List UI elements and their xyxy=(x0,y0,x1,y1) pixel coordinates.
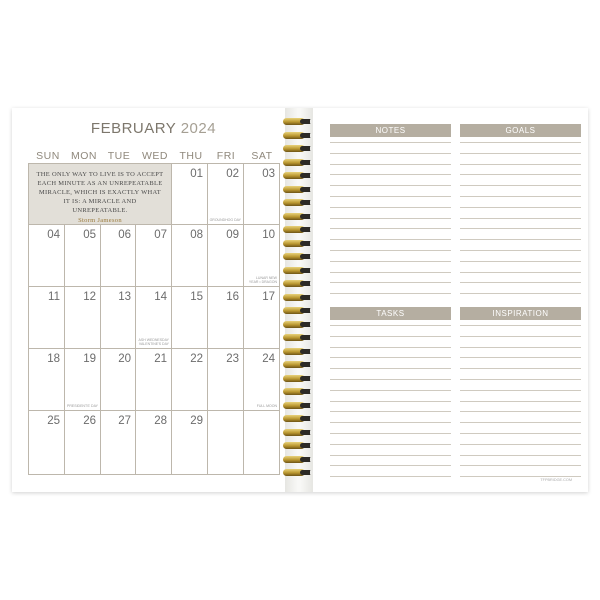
writing-line[interactable] xyxy=(330,433,451,434)
writing-line[interactable] xyxy=(460,153,581,154)
day-cell[interactable] xyxy=(172,287,208,349)
day-cell[interactable] xyxy=(65,349,101,411)
inspiration-header: INSPIRATION xyxy=(460,307,581,320)
writing-line[interactable] xyxy=(460,207,581,208)
day-number: 03 xyxy=(262,168,275,180)
day-cell[interactable] xyxy=(136,411,172,474)
writing-line[interactable] xyxy=(330,282,451,283)
day-number: 19 xyxy=(83,353,96,365)
writing-line[interactable] xyxy=(330,357,451,358)
writing-line[interactable] xyxy=(330,164,451,165)
weekday-wed: WED xyxy=(142,150,168,162)
weekday-sat: SAT xyxy=(251,150,273,162)
writing-line[interactable] xyxy=(330,239,451,240)
writing-line[interactable] xyxy=(330,174,451,175)
day-number: 05 xyxy=(83,229,96,241)
holiday-note: LUNAR NEW YEAR • DRAGON xyxy=(248,276,277,284)
day-number: 28 xyxy=(154,415,167,427)
planner-spread xyxy=(12,108,588,492)
day-cell[interactable] xyxy=(29,349,65,411)
writing-line[interactable] xyxy=(330,218,451,219)
writing-line[interactable] xyxy=(330,401,451,402)
day-cell[interactable] xyxy=(244,164,279,225)
day-cell[interactable] xyxy=(244,287,279,349)
day-cell[interactable] xyxy=(208,225,244,287)
day-cell[interactable] xyxy=(244,349,279,411)
writing-line[interactable] xyxy=(460,164,581,165)
weekday-tue: TUE xyxy=(107,150,131,162)
day-cell[interactable] xyxy=(208,164,244,225)
writing-line[interactable] xyxy=(330,411,451,412)
writing-line[interactable] xyxy=(330,142,451,143)
writing-line[interactable] xyxy=(460,347,581,348)
writing-line[interactable] xyxy=(330,465,451,466)
weekday-thu: THU xyxy=(179,150,203,162)
day-cell[interactable] xyxy=(29,225,65,287)
day-number: 27 xyxy=(118,415,131,427)
writing-line[interactable] xyxy=(330,379,451,380)
day-cell[interactable] xyxy=(208,411,244,474)
holiday-note: FULL MOON xyxy=(256,404,277,408)
writing-line[interactable] xyxy=(330,250,451,251)
quote-block xyxy=(29,164,172,225)
writing-line[interactable] xyxy=(330,272,451,273)
writing-line[interactable] xyxy=(330,228,451,229)
writing-line[interactable] xyxy=(460,185,581,186)
writing-line[interactable] xyxy=(330,185,451,186)
day-number: 24 xyxy=(262,353,275,365)
day-cell[interactable] xyxy=(65,411,101,474)
quote-author: Storm Jameson xyxy=(78,217,122,224)
day-number: 02 xyxy=(226,168,239,180)
calendar-page xyxy=(12,108,285,492)
day-number: 12 xyxy=(83,291,96,303)
writing-line[interactable] xyxy=(460,411,581,412)
tasks-header: TASKS xyxy=(330,307,451,320)
day-number: 07 xyxy=(154,229,167,241)
writing-line[interactable] xyxy=(460,293,581,294)
writing-line[interactable] xyxy=(330,293,451,294)
day-number: 23 xyxy=(226,353,239,365)
day-number: 13 xyxy=(118,291,131,303)
day-cell[interactable] xyxy=(244,225,279,287)
footer-url: TFPBRIDGE.COM xyxy=(540,478,572,482)
writing-line[interactable] xyxy=(460,218,581,219)
day-number: 11 xyxy=(48,291,60,303)
writing-line[interactable] xyxy=(460,239,581,240)
writing-line[interactable] xyxy=(460,379,581,380)
weekday-sun: SUN xyxy=(36,150,60,162)
day-cell[interactable] xyxy=(172,411,208,474)
writing-line[interactable] xyxy=(460,444,581,445)
day-cell[interactable] xyxy=(208,287,244,349)
day-cell[interactable] xyxy=(101,287,136,349)
day-cell[interactable] xyxy=(136,225,172,287)
day-number: 18 xyxy=(47,353,60,365)
day-cell[interactable] xyxy=(136,349,172,411)
writing-line[interactable] xyxy=(460,142,581,143)
goals-header: GOALS xyxy=(460,124,581,137)
notes-header: NOTES xyxy=(330,124,451,137)
writing-line[interactable] xyxy=(460,336,581,337)
writing-line[interactable] xyxy=(330,336,451,337)
writing-line[interactable] xyxy=(460,401,581,402)
day-cell[interactable] xyxy=(29,287,65,349)
holiday-note: ASH WEDNESDAY VALENTINE'S DAY xyxy=(138,338,169,346)
writing-line[interactable] xyxy=(460,272,581,273)
writing-line[interactable] xyxy=(460,455,581,456)
day-number: 01 xyxy=(190,168,203,180)
day-number: 15 xyxy=(190,291,203,303)
writing-line[interactable] xyxy=(330,390,451,391)
writing-line[interactable] xyxy=(330,261,451,262)
day-cell[interactable] xyxy=(172,225,208,287)
writing-line[interactable] xyxy=(460,196,581,197)
day-cell[interactable] xyxy=(136,287,172,349)
weekday-mon: MON xyxy=(71,150,97,162)
day-number: 29 xyxy=(190,415,203,427)
quote-text: THE ONLY WAY TO LIVE IS TO ACCEPT EACH MINUTE AS AN UNREPEATABLE MIRACLE, WHICH IS EXACTLY WHAT IT IS: A MIRACLE AND UNREPEATABLE. xyxy=(36,171,164,214)
notes-page xyxy=(313,108,588,492)
writing-line[interactable] xyxy=(460,357,581,358)
day-number: 10 xyxy=(262,229,275,241)
writing-line[interactable] xyxy=(330,153,451,154)
day-number: 08 xyxy=(190,229,203,241)
writing-line[interactable] xyxy=(460,465,581,466)
month-label: FEBRUARY xyxy=(90,120,177,137)
day-cell[interactable] xyxy=(172,164,208,225)
writing-line[interactable] xyxy=(460,261,581,262)
page-title xyxy=(12,120,295,137)
day-number: 16 xyxy=(226,291,239,303)
day-cell[interactable] xyxy=(65,225,101,287)
day-number: 17 xyxy=(262,291,275,303)
writing-line[interactable] xyxy=(460,174,581,175)
day-cell[interactable] xyxy=(101,225,136,287)
day-cell[interactable] xyxy=(244,411,279,474)
writing-line[interactable] xyxy=(330,207,451,208)
writing-line[interactable] xyxy=(330,444,451,445)
day-number: 26 xyxy=(83,415,96,427)
calendar-grid xyxy=(28,163,280,475)
day-number: 06 xyxy=(118,229,131,241)
day-number: 25 xyxy=(47,415,60,427)
writing-line[interactable] xyxy=(330,455,451,456)
weekday-fri: FRI xyxy=(216,150,236,162)
writing-line[interactable] xyxy=(460,368,581,369)
writing-line[interactable] xyxy=(330,325,451,326)
day-number: 09 xyxy=(226,229,239,241)
year-label: 2024 xyxy=(180,120,217,137)
writing-line[interactable] xyxy=(460,228,581,229)
day-number: 22 xyxy=(190,353,203,365)
writing-line[interactable] xyxy=(330,196,451,197)
writing-line[interactable] xyxy=(460,433,581,434)
day-cell[interactable] xyxy=(101,349,136,411)
day-number: 14 xyxy=(154,291,167,303)
writing-line[interactable] xyxy=(460,422,581,423)
writing-line[interactable] xyxy=(460,390,581,391)
holiday-note: PRESIDENTS' DAY xyxy=(67,404,98,408)
writing-line[interactable] xyxy=(330,422,451,423)
day-cell[interactable] xyxy=(101,411,136,474)
holiday-note: GROUNDHOG DAY xyxy=(209,218,241,222)
day-cell[interactable] xyxy=(65,287,101,349)
writing-line[interactable] xyxy=(330,368,451,369)
writing-line[interactable] xyxy=(330,476,451,477)
writing-line[interactable] xyxy=(330,347,451,348)
day-cell[interactable] xyxy=(172,349,208,411)
day-number: 21 xyxy=(154,353,167,365)
writing-line[interactable] xyxy=(460,250,581,251)
day-cell[interactable] xyxy=(208,349,244,411)
writing-line[interactable] xyxy=(460,325,581,326)
day-number: 04 xyxy=(47,229,60,241)
day-number: 20 xyxy=(118,353,131,365)
writing-line[interactable] xyxy=(460,282,581,283)
day-cell[interactable] xyxy=(29,411,65,474)
